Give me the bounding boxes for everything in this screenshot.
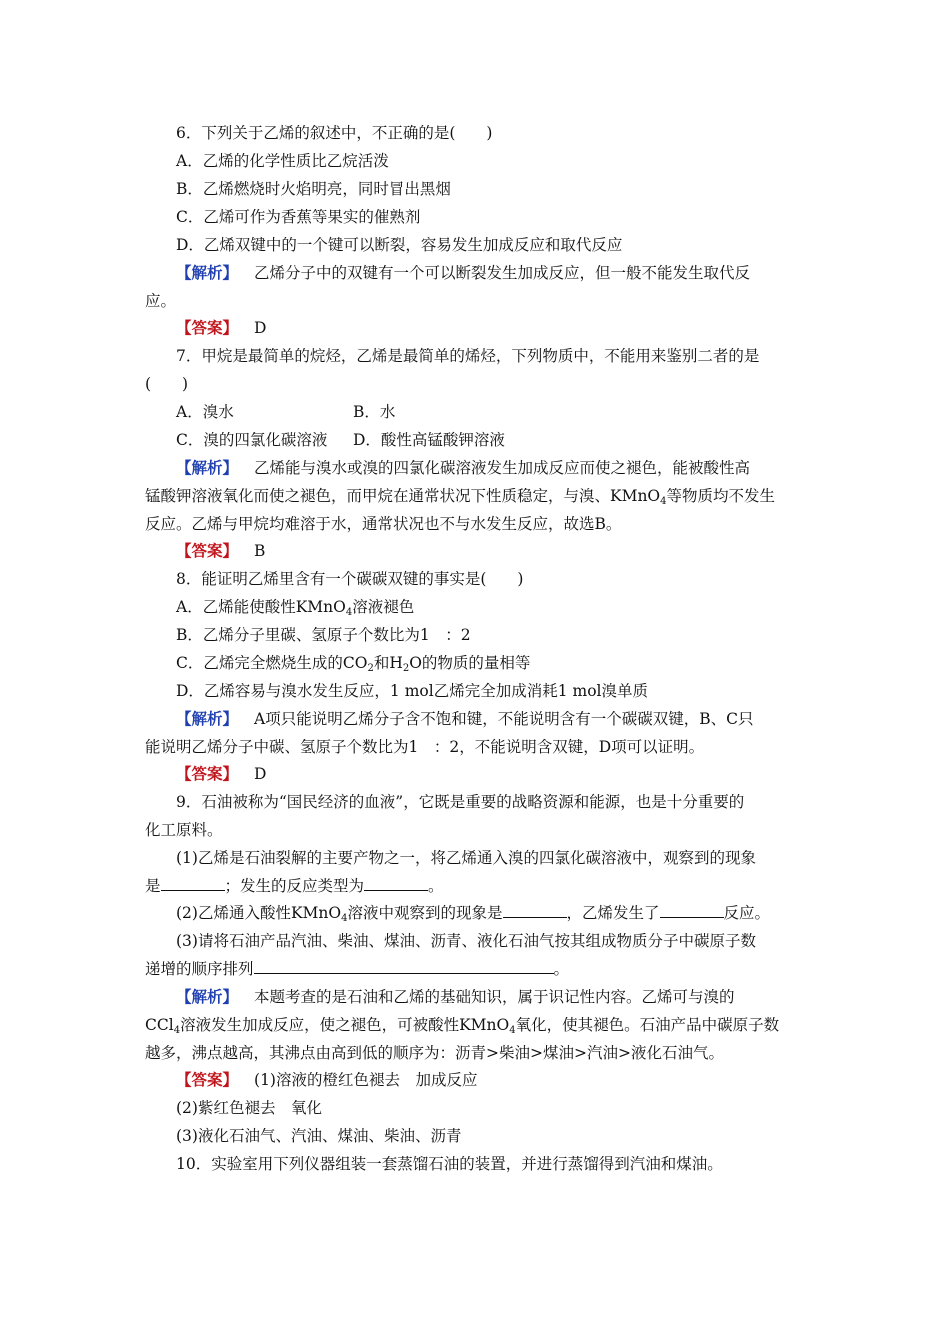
q7-analysis-text-2b: 等物质均不发生 xyxy=(666,487,776,505)
q9-part1-text-c: 。 xyxy=(428,877,444,895)
q9-analysis-line xyxy=(176,987,735,1009)
answer-blank[interactable] xyxy=(254,959,554,974)
q9-part2-text-b: 溶液中观察到的现象是 xyxy=(347,904,503,922)
answer-blank[interactable] xyxy=(503,903,567,918)
q8-option-b: B．乙烯分子里碳、氢原子个数比为1 ：2 xyxy=(176,626,471,644)
q7-analysis-text-2a: 锰酸钾溶液氧化而使之褪色，而甲烷在通常状况下性质稳定，与溴、KMnO xyxy=(145,487,661,505)
q7-analysis-cont-2: 反应。乙烯与甲烷均难溶于水，通常状况也不与水发生反应，故选B。 xyxy=(145,515,622,533)
q8-stem: 8．能证明乙烯里含有一个碳碳双键的事实是( ) xyxy=(176,570,524,588)
q7-answer-line xyxy=(176,541,265,563)
q9-answer-3: (3)液化石油气、汽油、煤油、柴油、沥青 xyxy=(176,1127,462,1145)
analysis-tag: 【解析】 xyxy=(176,458,239,477)
subscript: 2 xyxy=(367,663,374,674)
subscript: 2 xyxy=(402,663,410,674)
q7-analysis-text: 乙烯能与溴水或溴的四氯化碳溶液发生加成反应而使之褪色，能被酸性高 xyxy=(254,459,751,477)
q7-options-cd xyxy=(176,430,505,452)
q7-analysis-cont-1 xyxy=(145,486,775,508)
q7-stem-cont: ( ) xyxy=(145,375,189,393)
subscript: 4 xyxy=(345,607,353,618)
q9-part1-text-b: ；发生的反应类型为 xyxy=(224,877,365,895)
q8-answer-line xyxy=(176,764,266,786)
q9-part2 xyxy=(176,903,770,925)
subscript: 4 xyxy=(173,1025,181,1036)
q7-analysis-line xyxy=(176,458,750,480)
analysis-tag: 【解析】 xyxy=(176,263,239,282)
q7-option-c: C．溴的四氯化碳溶液 xyxy=(176,431,328,449)
answer-tag: 【答案】 xyxy=(176,541,239,560)
answer-blank[interactable] xyxy=(161,876,225,891)
q6-analysis-line xyxy=(176,263,750,285)
q7-option-a: A．溴水 xyxy=(176,403,234,421)
q7-stem: 7．甲烷是最简单的烷烃，乙烯是最简单的烯烃，下列物质中，不能用来鉴别二者的是 xyxy=(176,347,760,365)
q6-option-b: B．乙烯燃烧时火焰明亮，同时冒出黑烟 xyxy=(176,180,451,198)
analysis-tag: 【解析】 xyxy=(176,709,239,728)
q9-stem-cont: 化工原料。 xyxy=(145,821,223,839)
q9-analysis-text-2b: 溶液发生加成反应，使之褪色，可被酸性KMnO xyxy=(180,1016,510,1034)
q8-option-a-text: A．乙烯能使酸性KMnO xyxy=(176,598,346,616)
q6-analysis-cont: 应。 xyxy=(145,292,177,310)
analysis-tag: 【解析】 xyxy=(176,987,239,1006)
q9-answer-1: (1)溶液的橙红色褪去 加成反应 xyxy=(254,1071,478,1089)
q9-part3-cont xyxy=(145,959,569,981)
q9-answer-line xyxy=(176,1070,477,1092)
q9-analysis-text-2c: 氧化，使其褪色。石油产品中碳原子数 xyxy=(515,1016,780,1034)
q9-analysis-text-2a: CCl xyxy=(145,1016,174,1034)
answer-tag: 【答案】 xyxy=(176,318,239,337)
q9-answer-2: (2)紫红色褪去 氧化 xyxy=(176,1099,322,1117)
q9-part2-text-a: (2)乙烯通入酸性KMnO xyxy=(176,904,342,922)
q7-options-ab xyxy=(176,402,396,424)
q9-part1-text-a: 是 xyxy=(145,877,161,895)
q8-analysis-cont: 能说明乙烯分子中碳、氢原子个数比为1 ：2，不能说明含双键，D项可以证明。 xyxy=(145,738,705,756)
q7-option-b: B．水 xyxy=(353,403,396,421)
q9-part3: (3)请将石油产品汽油、柴油、煤油、沥青、液化石油气按其组成物质分子中碳原子数 xyxy=(176,932,756,950)
q9-analysis-text: 本题考查的是石油和乙烯的基础知识，属于识记性内容。乙烯可与溴的 xyxy=(254,988,735,1006)
q6-answer-line xyxy=(176,318,266,340)
q8-option-c-text-2: 和H xyxy=(373,654,403,672)
q8-answer: D xyxy=(254,765,267,783)
q9-part1: (1)乙烯是石油裂解的主要产物之一，将乙烯通入溴的四氯化碳溶液中，观察到的现象 xyxy=(176,849,756,867)
subscript: 4 xyxy=(341,913,348,924)
q6-option-d: D．乙烯双键中的一个键可以断裂，容易发生加成反应和取代反应 xyxy=(176,236,623,254)
q9-analysis-cont-2: 越多，沸点越高，其沸点由高到低的顺序为：沥青>柴油>煤油>汽油>液化石油气。 xyxy=(145,1044,724,1062)
answer-blank[interactable] xyxy=(364,876,428,891)
q8-analysis-text: A项只能说明乙烯分子含不饱和键，不能说明含有一个碳碳双键，B、C只 xyxy=(254,710,754,728)
q9-part2-text-c: ，乙烯发生了 xyxy=(566,904,660,922)
q8-option-c xyxy=(176,653,530,675)
answer-tag: 【答案】 xyxy=(176,764,239,783)
answer-blank[interactable] xyxy=(660,903,724,918)
q6-option-c: C．乙烯可作为香蕉等果实的催熟剂 xyxy=(176,208,421,226)
answer-tag: 【答案】 xyxy=(176,1070,239,1089)
subscript: 4 xyxy=(660,496,667,507)
q8-option-a-text-2: 溶液褪色 xyxy=(352,598,415,616)
q7-option-d: D．酸性高锰酸钾溶液 xyxy=(353,431,505,449)
q10-stem: 10．实验室用下列仪器组装一套蒸馏石油的装置，并进行蒸馏得到汽油和煤油。 xyxy=(176,1155,723,1173)
q6-analysis-text: 乙烯分子中的双键有一个可以断裂发生加成反应，但一般不能发生取代反 xyxy=(254,264,751,282)
q6-answer: D xyxy=(254,319,267,337)
subscript: 4 xyxy=(509,1025,516,1036)
q6-option-a: A．乙烯的化学性质比乙烷活泼 xyxy=(176,152,389,170)
q9-analysis-cont-1 xyxy=(145,1015,779,1037)
q8-option-a xyxy=(176,597,414,619)
q9-part2-text-d: 反应。 xyxy=(723,904,771,922)
q7-answer: B xyxy=(254,542,266,560)
q9-part1-cont xyxy=(145,876,444,898)
q8-option-c-text-3: O的物质的量相等 xyxy=(409,654,531,672)
q9-stem: 9．石油被称为“国民经济的血液”，它既是重要的战略资源和能源，也是十分重要的 xyxy=(176,793,745,811)
q8-option-d: D．乙烯容易与溴水发生反应，1 mol乙烯完全加成消耗1 mol溴单质 xyxy=(176,682,648,700)
q8-option-c-text: C．乙烯完全燃烧生成的CO xyxy=(176,654,368,672)
q9-part3-text-a: 递增的顺序排列 xyxy=(145,960,254,978)
q9-part3-text-b: 。 xyxy=(553,960,570,978)
q6-stem: 6．下列关于乙烯的叙述中，不正确的是( ) xyxy=(176,124,493,142)
q8-analysis-line xyxy=(176,709,753,731)
